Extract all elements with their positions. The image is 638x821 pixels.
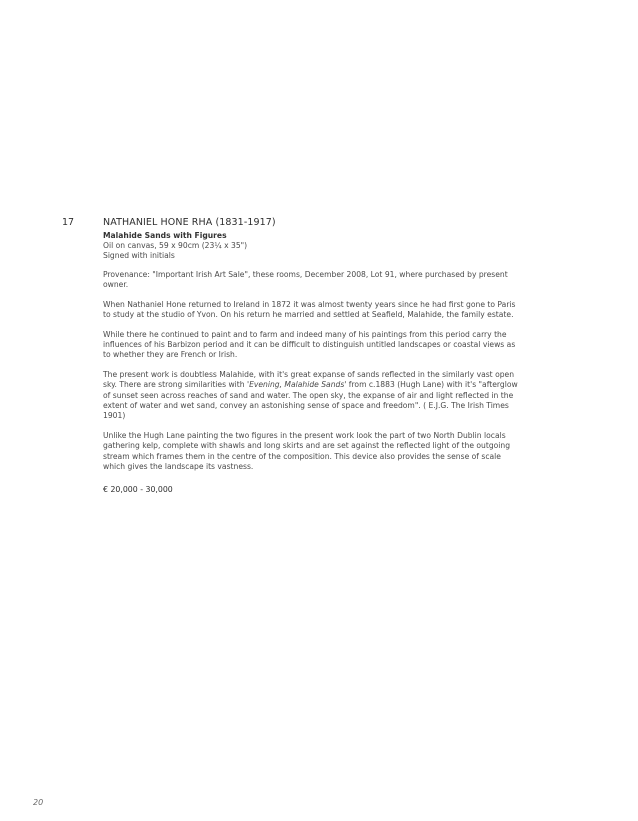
referenced-artwork-title: Evening, Malahide Sands: [249, 380, 345, 390]
page-number: 20: [33, 798, 44, 807]
lot-number: 17: [62, 217, 75, 228]
artwork-medium: Oil on canvas, 59 x 90cm (23¼ x 35"): [103, 241, 248, 250]
paragraph-3-text-start: The present work is doubtless Malahide, with it's great expanse of sands reflected in the similarly vast open sky. There are strong similarities with ': [103, 369, 515, 390]
artwork-signature: Signed with initials: [103, 251, 175, 260]
description-paragraph-1: When Nathaniel Hone returned to Ireland in 1872 it was almost twenty years since he had first gone to Paris to study at the studio of Yvon. On his return he married and settled at Seafield, Malahide, the family estate.: [103, 299, 516, 320]
artist-heading: NATHANIEL HONE RHA (1831-1917): [103, 217, 276, 228]
lot-entry: [103, 217, 523, 494]
description-paragraph-4: Unlike the Hugh Lane painting the two figures in the present work look the part of two North Dublin locals gathering kelp, complete with shawls and long skirts and are set against the reflected light of the outgoing stream which frames them in the centre of the composition. This device also provides the sense of scale which gives the landscape its vastness.: [103, 430, 511, 472]
artwork-title: Malahide Sands with Figures: [103, 231, 227, 240]
paragraph-3-text-end: ' from c.1883 (Hugh Lane) with it's "afterglow of sunset seen across reaches of sand and water. The open sky, the expanse of air and light reflected in the extent of water and wet sand, convey an astonishing sense of space and freedom". ( E.J.G. The Irish Times 1901): [103, 380, 518, 421]
description-paragraph-3: [103, 370, 523, 422]
description-paragraph-2: While there he continued to paint and to farm and indeed many of his paintings from this period carry the influences of his Barbizon period and it can be difficult to distinguish untitled landscapes or coastal views as to whether they are French or Irish.: [103, 329, 516, 360]
provenance-text: Provenance: "Important Irish Art Sale", these rooms, December 2008, Lot 91, where purchased by present owner.: [103, 270, 508, 290]
price-estimate: € 20,000 - 30,000: [103, 484, 173, 494]
